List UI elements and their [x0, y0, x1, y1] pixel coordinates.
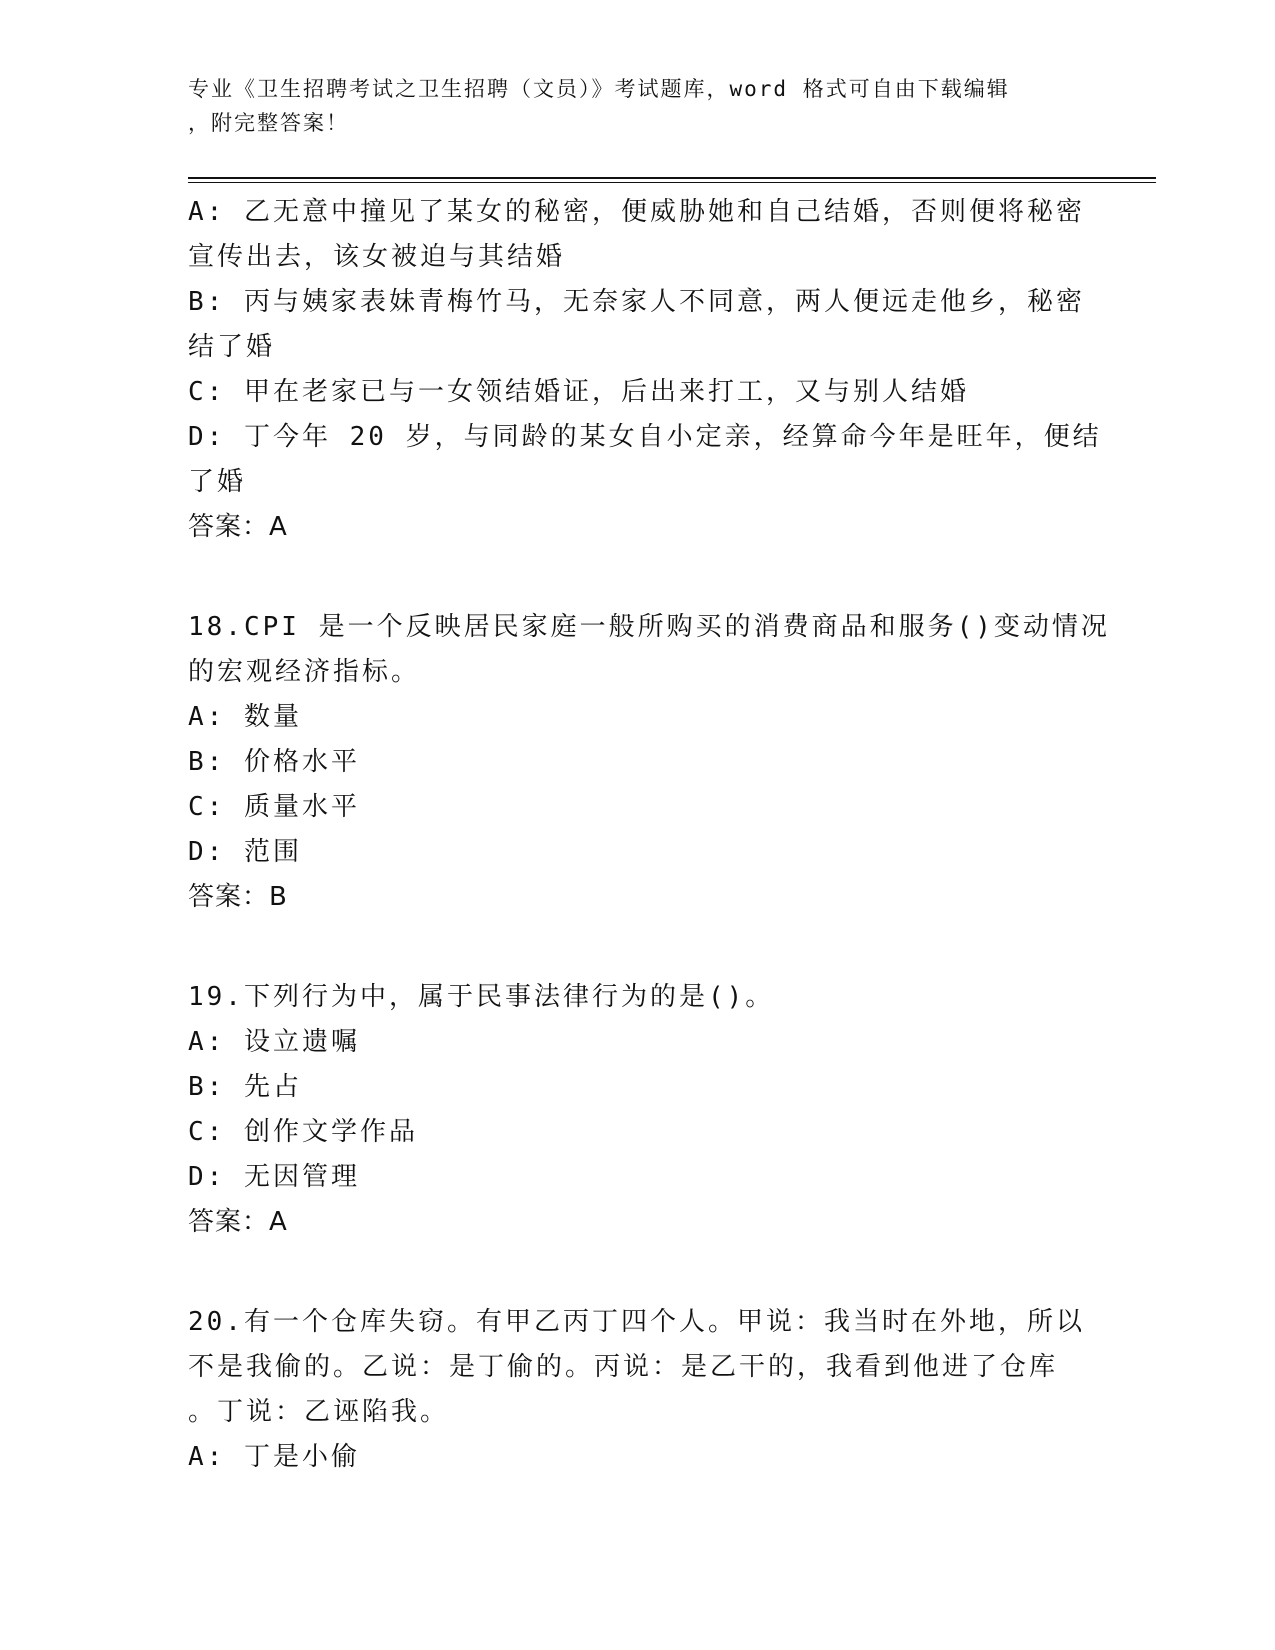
- q18-option-b: B: 价格水平: [188, 747, 360, 777]
- question-19: [188, 975, 1088, 1245]
- q19-answer: 答案：A: [188, 1207, 288, 1237]
- q17-option-a-line-1: A: 乙无意中撞见了某女的秘密，便威胁她和自己结婚，否则便将秘密: [188, 197, 1085, 227]
- q19-option-d: D: 无因管理: [188, 1162, 360, 1192]
- question-17: [188, 190, 1102, 550]
- header-title-line-2: ，附完整答案！: [188, 111, 349, 135]
- q17-option-c: C: 甲在老家已与一女领结婚证，后出来打工，又与别人结婚: [188, 377, 969, 407]
- q17-option-b-line-1: B: 丙与姨家表妹青梅竹马，无奈家人不同意，两人便远走他乡，秘密: [188, 287, 1085, 317]
- q19-option-a: A: 设立遗嘱: [188, 1027, 360, 1057]
- spacer: [188, 550, 1088, 605]
- question-20: [188, 1300, 1088, 1480]
- q20-stem-line-3: 。丁说：乙诬陷我。: [188, 1397, 450, 1427]
- q18-stem-line-1: 18.CPI 是一个反映居民家庭一般所购买的消费商品和服务()变动情况: [188, 612, 1110, 642]
- q19-option-b: B: 先占: [188, 1072, 302, 1102]
- q19-option-c: C: 创作文学作品: [188, 1117, 418, 1147]
- header-divider-thick: [188, 177, 1156, 179]
- q17-answer: 答案：A: [188, 512, 288, 542]
- spacer: [188, 1245, 1088, 1300]
- q20-stem-line-1: 20.有一个仓库失窃。有甲乙丙丁四个人。甲说：我当时在外地，所以: [188, 1307, 1085, 1337]
- header-divider-thin: [188, 182, 1156, 183]
- q19-stem: 19.下列行为中，属于民事法律行为的是()。: [188, 982, 775, 1012]
- question-18: [188, 605, 1110, 920]
- q18-option-d: D: 范围: [188, 837, 302, 867]
- q17-option-d-line-1: D: 丁今年 20 岁，与同龄的某女自小定亲，经算命今年是旺年，便结: [188, 422, 1102, 452]
- q18-option-c: C: 质量水平: [188, 792, 360, 822]
- q18-option-a: A: 数量: [188, 702, 302, 732]
- q17-option-a-line-2: 宣传出去，该女被迫与其结婚: [188, 242, 566, 272]
- spacer: [188, 920, 1088, 975]
- q17-option-b-line-2: 结了婚: [188, 332, 276, 362]
- q18-answer: 答案：B: [188, 882, 288, 912]
- q17-option-d-line-2: 了婚: [188, 467, 247, 497]
- q18-stem-line-2: 的宏观经济指标。: [188, 657, 421, 687]
- page-header: [188, 72, 1068, 140]
- question-content: [188, 190, 1110, 1480]
- q20-option-a: A: 丁是小偷: [188, 1442, 360, 1472]
- q20-stem-line-2: 不是我偷的。乙说：是丁偷的。丙说：是乙干的，我看到他进了仓库: [188, 1352, 1059, 1382]
- header-title-line-1: 专业《卫生招聘考试之卫生招聘（文员）》考试题库，word 格式可自由下载编辑: [188, 77, 1010, 101]
